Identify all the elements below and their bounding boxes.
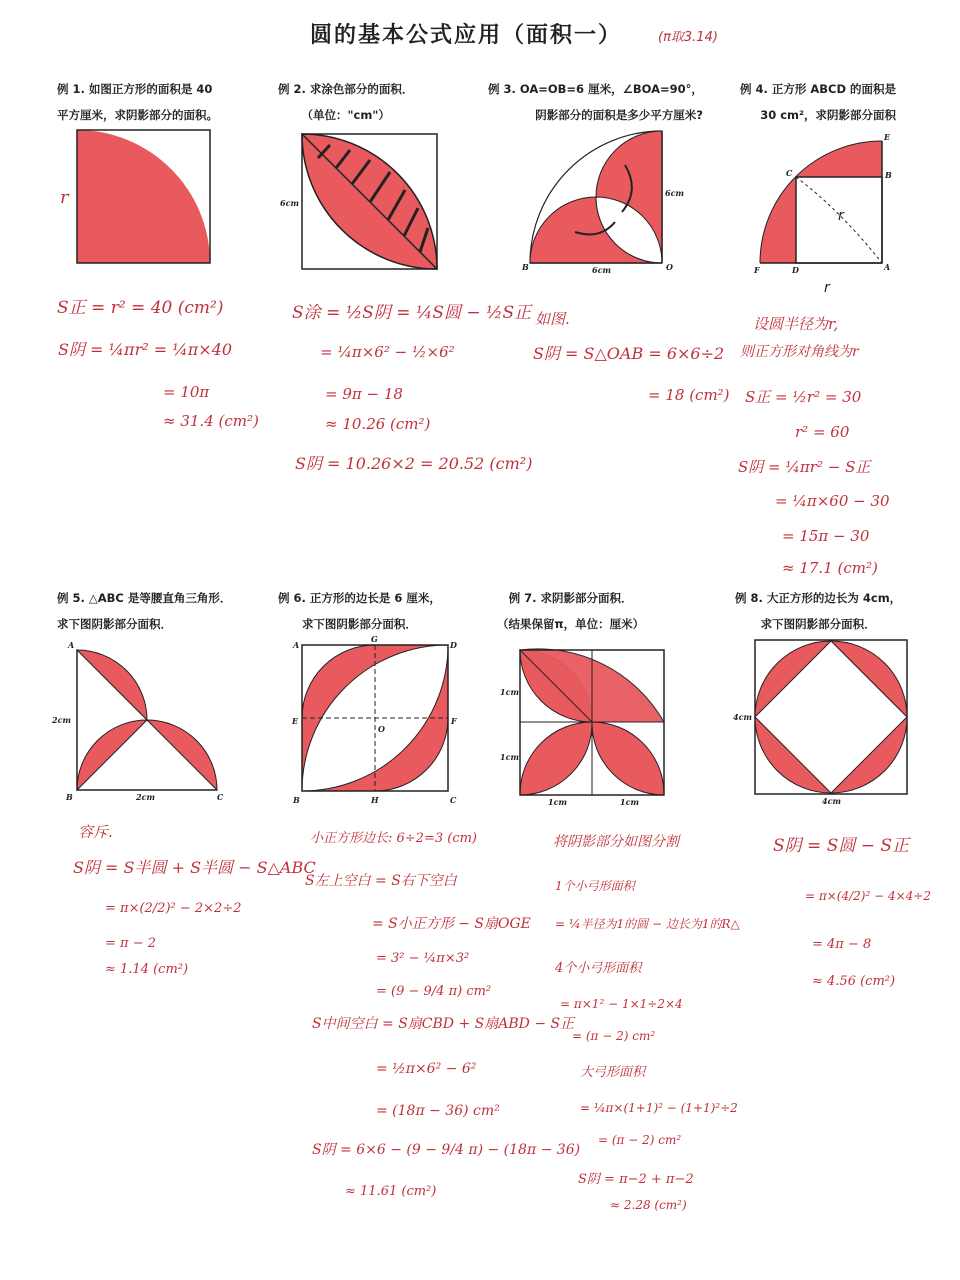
label-side: 6cm [280,198,299,208]
figure-2-shapes [280,134,437,269]
label-bottom: 6cm [592,265,611,275]
example-1-question: 例 1. 如图正方形的面积是 40 平方厘米，求阴影部分的面积。 [57,82,218,122]
label-r-bottom: r [824,280,830,296]
label-A: A [68,640,75,650]
figure-8-shapes [733,640,907,806]
label-E: E [884,132,891,142]
label-B: B [293,795,300,805]
label-B: B [522,262,529,272]
label-F: F [754,265,760,275]
label-D: D [792,265,799,275]
label-G: G [371,634,378,644]
worksheet-page: 圆的基本公式应用（面积一） (π取3.14) 例 1. 如图正方形的面积是 40 平方厘米，求阴影部分的面积。 例 2. 求涂色部分的面积． （单位："cm"） 例 3. OA=OB=6 厘米，∠BOA=90°， 阴影部分的面积是多少平方厘米? 例 4. 正方形 ABCD 的面积是 30 cm²，求阴影部分面积 例 5. △ABC 是等腰直角三角形． 求下图阴影部分面积． 例 6. 正方形的边长是 6 厘米， 求下图阴影部分面积． 例 7. 求阴影部分面积． （结果保留π，单位：厘米） 例 8. 大正方形的边长为 4cm， 求下图阴影部分面积． r 6cm B O 6cm 6cm A B C D E F r r A B C 2cm 2cm A G D E O F B H C 1cm 1cm 1cm 1cm 4cm 4cm S正 = r² = 40 (cm²) S阴 = ¼πr² = ¼π×40 = 10π ≈ 31.4 (cm²) S涂 = ½S阴 = ¼S圆 − ½S正 = ¼π×6² − ½×6² = 9π − 18 ≈ 10.26 (cm²) S阴 = 10.26×2 = 20.52 (cm²) 如图. S阴 = S△OAB = 6×6÷2 = 18 (cm²) 设圆半径为r, 则正方形对角线为r S正 = ½r² = 30 r² = 60 S阴 = ¼πr² − S正 = ¼π×60 − 30 = 15π − 30 ≈ 17.1 (cm²) 容斥. S阴 = S半圆 + S半圆 − S△ABC = π×(2/2)² − 2×2÷2 = π − 2 ≈ 1.14 (cm²) 小正方形边长: 6÷2=3 (cm) S左上空白 = S右下空白 = S小正方形 − S扇OGE = 3² − ¼π×3² = (9 − 9/4 π) cm² S中间空白 = S扇CBD + S扇ABD − S正 = ½π×6² − 6² = (18π − 36) cm² S阴 = 6×6 − (9 − 9/4 π) − (18π − 36) ≈ 11.61 (cm²) 将阴影部分如图分割 1个小弓形面积 = ¼半径为1的圆 − 边长为1的R△ 4个小弓形面积 = π×1² − 1×1÷2×4 = (π − 2) cm² 大弓形面积 = ¼π×(1+1)² − (1+1)²÷2 = (π − 2) cm² S阴 = π−2 + π−2 ≈ 2.28 (cm²) S阴 = S圆 − S正 = π×(4/2)² − 4×4÷2 = 4π − 8 ≈ 4.56 (cm²) [0,0,960,1280]
label-bottom-2: 1cm [620,797,639,807]
example-3-question: 例 3. OA=OB=6 厘米，∠BOA=90°， 阴影部分的面积是多少平方厘米? [488,82,703,122]
page-title: 圆的基本公式应用（面积一） [310,23,623,48]
label-B: B [66,792,73,802]
label-E: E [292,716,299,726]
label-F: F [451,716,457,726]
label-C: C [450,795,457,805]
label-D: D [450,640,457,650]
label-O: O [378,724,385,734]
figure-5-shapes [51,640,224,802]
figure-1-shapes [60,130,210,263]
label-A: A [884,262,891,272]
label-C: C [786,168,793,178]
label-A: A [293,640,300,650]
label-right: 6cm [665,188,684,198]
figure-4-shapes [753,132,892,296]
label-left-2: 1cm [500,752,519,762]
label-left: 2cm [52,715,71,725]
label-r: r [838,208,844,224]
label-bottom: 4cm [822,796,841,806]
label-B: B [885,170,892,180]
example-6-question: 例 6. 正方形的边长是 6 厘米， 求下图阴影部分面积． [278,591,441,631]
example-2-question: 例 2. 求涂色部分的面积． （单位："cm"） [278,82,414,122]
label-r: r [60,187,69,208]
label-C: C [217,792,224,802]
figure-3-shapes [521,131,684,275]
label-O: O [666,262,673,272]
label-left: 4cm [733,712,752,722]
example-4-question: 例 4. 正方形 ABCD 的面积是 30 cm²，求阴影部分面积 [740,82,897,122]
figure-7-shapes [500,649,664,807]
label-bottom: 2cm [136,792,155,802]
example-5-question: 例 5. △ABC 是等腰直角三角形． 求下图阴影部分面积． [57,591,232,631]
label-left-1: 1cm [500,687,519,697]
figure-6-shapes [291,634,458,805]
label-H: H [371,795,379,805]
pi-note: (π取3.14) [658,30,718,45]
label-bottom-1: 1cm [548,797,567,807]
example-7-question: 例 7. 求阴影部分面积． （结果保留π，单位：厘米） [497,591,645,631]
example-8-question: 例 8. 大正方形的边长为 4cm， 求下图阴影部分面积． [735,591,902,631]
